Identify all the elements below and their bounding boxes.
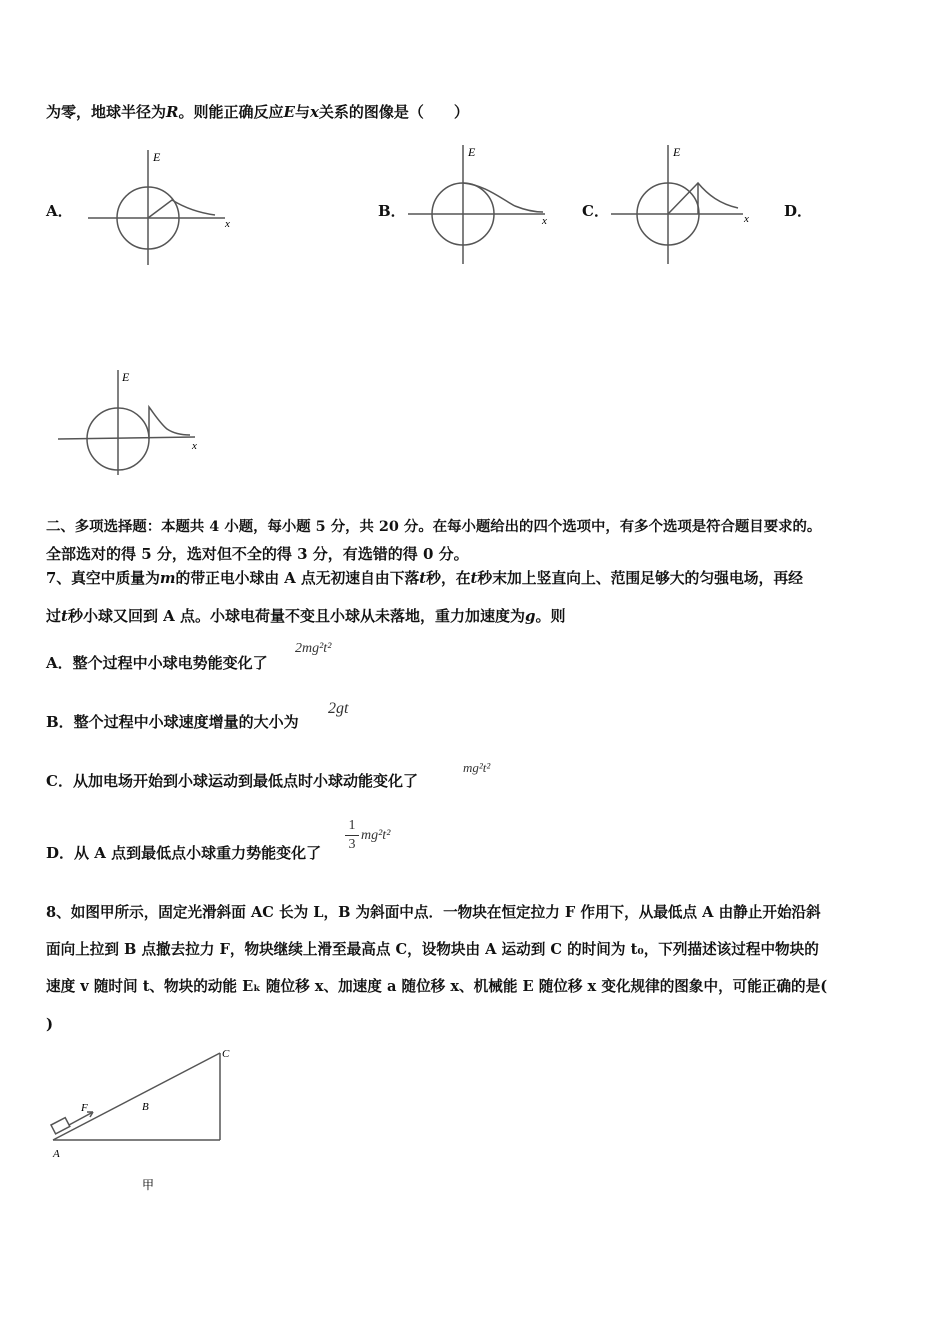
q8-line1: 8、如图甲所示，固定光滑斜面 AC 长为 L，B 为斜面中点．一物块在恒定拉力 F 作用下，从最低点 A 由静止开始沿斜 bbox=[46, 904, 821, 921]
q6-graph-d bbox=[55, 365, 215, 485]
q6-text: 。则能正确反应 bbox=[178, 103, 284, 121]
force-label-f: F bbox=[81, 1102, 88, 1114]
q8-figure-incline bbox=[45, 1045, 245, 1195]
q7-option-a bbox=[46, 653, 268, 673]
q7-var-t: t bbox=[470, 570, 478, 587]
axis-label-e: E bbox=[673, 145, 681, 159]
q7-option-a-math: 2mg²t² bbox=[295, 641, 332, 656]
figure-caption: 甲 bbox=[142, 1178, 155, 1192]
q6-text: 为零，地球半径为 bbox=[46, 103, 167, 121]
section2-line2: 全部选对的得 5 分，选对但不全的得 3 分，有选错的得 0 分。 bbox=[46, 545, 469, 563]
q7-text: 7、真空中质量为 bbox=[46, 570, 160, 587]
q7-text: 秒，在 bbox=[426, 570, 471, 587]
axis-label-e: E bbox=[153, 150, 161, 164]
q7-option-b-math: 2gt bbox=[328, 700, 349, 717]
axis-label-x: x bbox=[542, 215, 547, 227]
q7-option-c-math: mg²t² bbox=[463, 760, 491, 775]
axis-label-e: E bbox=[468, 145, 476, 159]
q7-option-c-text: C．从加电场开始到小球运动到最低点时小球动能变化了 bbox=[46, 772, 418, 790]
q6-var-E: E bbox=[283, 103, 295, 121]
q7-line2 bbox=[46, 606, 566, 626]
point-label-b: B bbox=[142, 1101, 149, 1113]
q7-option-d-fraction bbox=[345, 818, 359, 853]
q7-option-b-text: B．整个过程中小球速度增量的大小为 bbox=[46, 713, 299, 731]
q6-option-a-label: A． bbox=[46, 202, 73, 220]
q7-option-d bbox=[46, 843, 321, 863]
axis-label-x: x bbox=[225, 218, 230, 230]
q7-option-a-text: A．整个过程中小球电势能变化了 bbox=[46, 654, 268, 672]
q7-option-c bbox=[46, 771, 418, 791]
axis-label-x: x bbox=[192, 440, 197, 452]
point-label-a: A bbox=[53, 1148, 60, 1160]
q6-option-c-label: C． bbox=[582, 202, 609, 220]
q7-var-m: m bbox=[159, 570, 176, 587]
q6-option-b-label: B． bbox=[378, 202, 406, 220]
fraction-denominator: 3 bbox=[348, 837, 356, 852]
q7-var-t: t bbox=[61, 607, 68, 625]
q7-option-d-math: mg²t² bbox=[361, 828, 391, 843]
fraction-bar bbox=[345, 835, 359, 836]
q7-text: 秒小球又回到 A 点。小球电荷量不变且小球从未落地，重力加速度为 bbox=[67, 607, 526, 625]
q8-line4: ) bbox=[46, 1015, 54, 1033]
q7-var-g: g bbox=[525, 607, 536, 625]
point-label-c: C bbox=[222, 1048, 230, 1060]
q6-var-x: x bbox=[309, 103, 319, 121]
q7-var-t: t bbox=[419, 570, 427, 587]
q6-graph-b bbox=[405, 140, 565, 270]
q7-text: 过 bbox=[46, 607, 62, 625]
q7-option-b bbox=[46, 712, 299, 732]
axis-label-x: x bbox=[744, 213, 749, 225]
q6-text: 与 bbox=[294, 103, 310, 121]
q7-text: 。则 bbox=[535, 607, 566, 625]
q6-text: 关系的图像是（ ） bbox=[318, 103, 469, 121]
axis-label-e: E bbox=[122, 370, 130, 384]
q6-graph-a bbox=[85, 145, 245, 270]
q8-line2: 面向上拉到 B 点撤去拉力 F，物块继续上滑至最高点 C，设物块由 A 运动到 C 的时间为 t₀，下列描述该过程中物块的 bbox=[46, 941, 819, 958]
q6-var-R: R bbox=[166, 103, 179, 121]
q7-line1 bbox=[46, 569, 803, 589]
q6-graph-c bbox=[608, 140, 758, 270]
fraction-numerator: 1 bbox=[348, 818, 356, 833]
q7-text: 的带正电小球由 A 点无初速自由下落 bbox=[175, 570, 420, 587]
q6-tail-line bbox=[46, 102, 469, 122]
q6-option-d-label: D． bbox=[784, 202, 813, 220]
section2-line1: 二、多项选择题：本题共 4 小题，每小题 5 分，共 20 分。在每小题给出的四个选项中，有多个选项是符合题目要求的。 bbox=[46, 518, 822, 535]
q7-option-d-text: D．从 A 点到最低点小球重力势能变化了 bbox=[46, 844, 322, 862]
q7-text: 秒末加上竖直向上、范围足够大的匀强电场，再经 bbox=[477, 570, 803, 587]
q8-line3: 速度 v 随时间 t、物块的动能 Eₖ 随位移 x、加速度 a 随位移 x、机械能 E 随位移 x 变化规律的图象中，可能正确的是( bbox=[46, 978, 828, 995]
